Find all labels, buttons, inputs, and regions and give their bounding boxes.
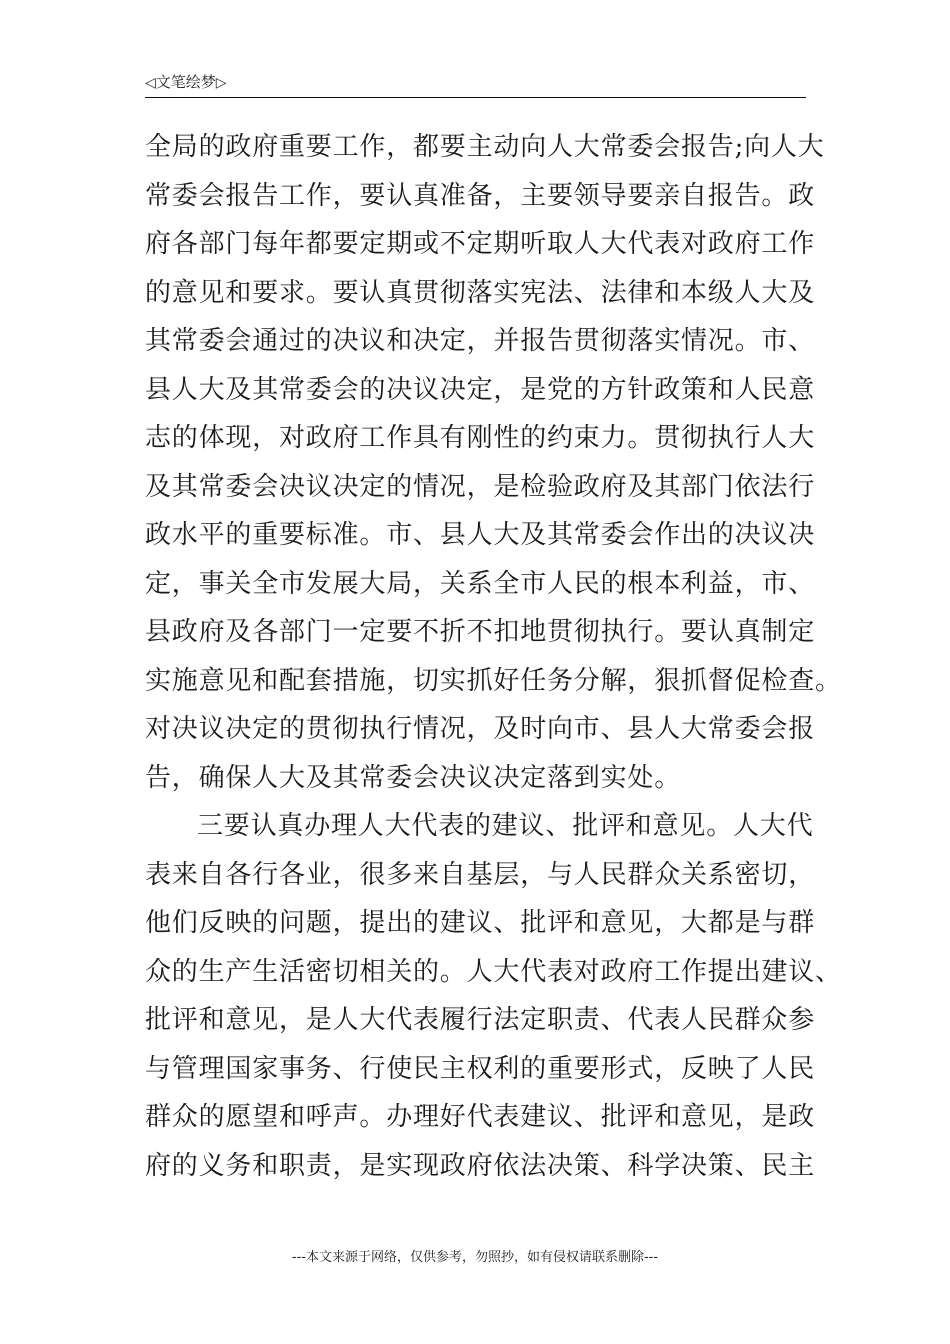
text-line: 与管理国家事务、行使民主权利的重要形式，反映了人民 xyxy=(145,1053,816,1084)
text-line: 志的体现，对政府工作具有刚性的约束力。贯彻执行人大 xyxy=(145,423,816,453)
text-line: 府各部门每年都要定期或不定期听取人大代表对政府工作 xyxy=(145,229,816,259)
paragraph-start-line: 三要认真办理人大代表的建议、批评和意见。人大代 xyxy=(197,811,814,841)
text-line: 及其常委会决议决定的情况，是检验政府及其部门依法行 xyxy=(145,471,816,502)
text-line: 县人大及其常委会的决议决定，是党的方针政策和人民意 xyxy=(145,374,816,405)
text-line: 全局的政府重要工作，都要主动向人大常委会报告;向人大 xyxy=(145,132,825,162)
text-line: 群众的愿望和呼声。办理好代表建议、批评和意见，是政 xyxy=(145,1102,816,1132)
text-line: 对决议决定的贯彻执行情况，及时向市、县人大常委会报 xyxy=(145,714,816,744)
text-line: 政水平的重要标准。市、县人大及其常委会作出的决议决 xyxy=(145,520,816,550)
left-triangle-icon: ◁ xyxy=(145,75,156,91)
body-text xyxy=(145,123,842,1190)
text-line: 定，事关全市发展大局，关系全市人民的根本利益，市、 xyxy=(145,568,816,599)
text-line: 众的生产生活密切相关的。人大代表对政府工作提出建议、 xyxy=(145,956,842,987)
text-line: 府的义务和职责，是实现政府依法决策、科学决策、民主 xyxy=(145,1150,816,1181)
text-line: 告，确保人大及其常委会决议决定落到实处。 xyxy=(145,762,682,793)
footer-notice: ---本文来源于网络，仅供参考，勿照抄，如有侵权请联系删除--- xyxy=(291,1250,659,1265)
page-header xyxy=(145,72,227,93)
text-line: 的意见和要求。要认真贯彻落实宪法、法律和本级人大及 xyxy=(145,277,816,308)
text-line: 批评和意见，是人大代表履行法定职责、代表人民群众参 xyxy=(145,1005,816,1035)
text-line: 实施意见和配套措施，切实抓好任务分解，狠抓督促检查。 xyxy=(145,665,842,696)
right-triangle-icon: ▷ xyxy=(215,75,227,91)
text-line: 县政府及各部门一定要不折不扣地贯彻执行。要认真制定 xyxy=(145,617,816,647)
text-line: 表来自各行各业，很多来自基层，与人民群众关系密切， xyxy=(145,859,816,890)
header-divider xyxy=(145,97,806,98)
text-line: 他们反映的问题，提出的建议、批评和意见，大都是与群 xyxy=(145,908,816,938)
header-title: 文笔绘梦 xyxy=(155,73,216,91)
text-line: 其常委会通过的决议和决定，并报告贯彻落实情况。市、 xyxy=(145,326,816,356)
text-line: 常委会报告工作，要认真准备，主要领导要亲自报告。政 xyxy=(145,180,816,211)
